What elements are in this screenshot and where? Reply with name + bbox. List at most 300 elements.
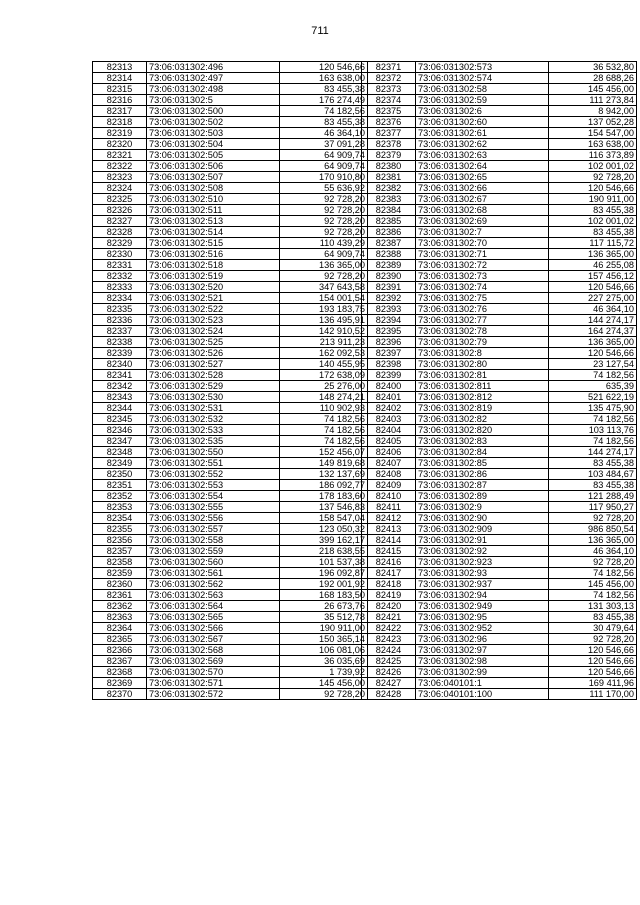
left-table-body bbox=[93, 62, 368, 700]
left-table bbox=[92, 61, 368, 700]
table-row bbox=[93, 238, 368, 249]
cadastral-number: 73:06:031302:562 bbox=[147, 579, 280, 590]
cadastral-value: 158 547,04 bbox=[280, 513, 368, 524]
row-number: 82412 bbox=[362, 513, 416, 524]
row-number: 82339 bbox=[93, 348, 147, 359]
row-number: 82399 bbox=[362, 370, 416, 381]
cadastral-value: 74 182,56 bbox=[280, 436, 368, 447]
row-number: 82349 bbox=[93, 458, 147, 469]
table-row bbox=[93, 73, 368, 84]
row-number: 82402 bbox=[362, 403, 416, 414]
row-number: 82319 bbox=[93, 128, 147, 139]
table-row bbox=[362, 601, 637, 612]
cadastral-value: 137 052,28 bbox=[549, 117, 637, 128]
cadastral-value: 218 638,55 bbox=[280, 546, 368, 557]
row-number: 82326 bbox=[93, 205, 147, 216]
row-number: 82421 bbox=[362, 612, 416, 623]
cadastral-number: 73:06:031302:552 bbox=[147, 469, 280, 480]
cadastral-number: 73:06:031302:811 bbox=[416, 381, 549, 392]
table-row bbox=[362, 216, 637, 227]
row-number: 82383 bbox=[362, 194, 416, 205]
cadastral-number: 73:06:031302:503 bbox=[147, 128, 280, 139]
cadastral-value: 103 484,67 bbox=[549, 469, 637, 480]
cadastral-value: 172 638,09 bbox=[280, 370, 368, 381]
table-row bbox=[93, 524, 368, 535]
cadastral-value: 36 532,80 bbox=[549, 62, 637, 73]
cadastral-value: 74 182,56 bbox=[549, 568, 637, 579]
cadastral-value: 190 911,00 bbox=[549, 194, 637, 205]
table-row bbox=[362, 458, 637, 469]
cadastral-value: 176 274,49 bbox=[280, 95, 368, 106]
cadastral-value: 111 273,84 bbox=[549, 95, 637, 106]
cadastral-number: 73:06:031302:69 bbox=[416, 216, 549, 227]
cadastral-value: 154 547,00 bbox=[549, 128, 637, 139]
row-number: 82388 bbox=[362, 249, 416, 260]
cadastral-number: 73:06:031302:515 bbox=[147, 238, 280, 249]
cadastral-number: 73:06:031302:75 bbox=[416, 293, 549, 304]
cadastral-value: 399 162,17 bbox=[280, 535, 368, 546]
cadastral-number: 73:06:031302:59 bbox=[416, 95, 549, 106]
table-row bbox=[362, 414, 637, 425]
table-row bbox=[93, 568, 368, 579]
table-row bbox=[362, 403, 637, 414]
cadastral-value: 149 819,68 bbox=[280, 458, 368, 469]
table-row bbox=[93, 667, 368, 678]
cadastral-value: 46 255,08 bbox=[549, 260, 637, 271]
cadastral-value: 192 001,92 bbox=[280, 579, 368, 590]
table-row bbox=[362, 73, 637, 84]
cadastral-number: 73:06:031302:909 bbox=[416, 524, 549, 535]
table-row bbox=[93, 183, 368, 194]
row-number: 82316 bbox=[93, 95, 147, 106]
table-row bbox=[93, 590, 368, 601]
cadastral-number: 73:06:031302:61 bbox=[416, 128, 549, 139]
table-row bbox=[93, 260, 368, 271]
cadastral-value: 132 137,69 bbox=[280, 469, 368, 480]
cadastral-value: 635,39 bbox=[549, 381, 637, 392]
cadastral-value: 92 728,20 bbox=[280, 227, 368, 238]
cadastral-value: 117 115,72 bbox=[549, 238, 637, 249]
cadastral-value: 83 455,38 bbox=[280, 117, 368, 128]
cadastral-value: 121 288,49 bbox=[549, 491, 637, 502]
row-number: 82427 bbox=[362, 678, 416, 689]
row-number: 82381 bbox=[362, 172, 416, 183]
table-row bbox=[362, 447, 637, 458]
cadastral-number: 73:06:031302:78 bbox=[416, 326, 549, 337]
row-number: 82373 bbox=[362, 84, 416, 95]
cadastral-number: 73:06:031302:97 bbox=[416, 645, 549, 656]
cadastral-number: 73:06:031302:90 bbox=[416, 513, 549, 524]
cadastral-number: 73:06:031302:558 bbox=[147, 535, 280, 546]
row-number: 82336 bbox=[93, 315, 147, 326]
cadastral-number: 73:06:031302:523 bbox=[147, 315, 280, 326]
row-number: 82415 bbox=[362, 546, 416, 557]
row-number: 82419 bbox=[362, 590, 416, 601]
table-row bbox=[93, 95, 368, 106]
cadastral-value: 213 911,23 bbox=[280, 337, 368, 348]
row-number: 82422 bbox=[362, 623, 416, 634]
row-number: 82428 bbox=[362, 689, 416, 700]
cadastral-value: 164 274,37 bbox=[549, 326, 637, 337]
row-number: 82376 bbox=[362, 117, 416, 128]
cadastral-number: 73:06:031302:7 bbox=[416, 227, 549, 238]
cadastral-number: 73:06:031302:573 bbox=[416, 62, 549, 73]
cadastral-number: 73:06:031302:74 bbox=[416, 282, 549, 293]
cadastral-number: 73:06:031302:506 bbox=[147, 161, 280, 172]
cadastral-number: 73:06:031302:96 bbox=[416, 634, 549, 645]
table-row bbox=[362, 645, 637, 656]
cadastral-value: 145 456,00 bbox=[549, 579, 637, 590]
row-number: 82346 bbox=[93, 425, 147, 436]
cadastral-value: 120 546,66 bbox=[549, 282, 637, 293]
table-row bbox=[93, 381, 368, 392]
row-number: 82362 bbox=[93, 601, 147, 612]
row-number: 82389 bbox=[362, 260, 416, 271]
cadastral-value: 144 274,17 bbox=[549, 315, 637, 326]
cadastral-number: 73:06:031302:73 bbox=[416, 271, 549, 282]
cadastral-value: 170 910,80 bbox=[280, 172, 368, 183]
cadastral-value: 74 182,56 bbox=[280, 425, 368, 436]
row-number: 82394 bbox=[362, 315, 416, 326]
cadastral-value: 26 673,76 bbox=[280, 601, 368, 612]
table-row bbox=[362, 139, 637, 150]
cadastral-number: 73:06:031302:8 bbox=[416, 348, 549, 359]
table-row bbox=[93, 194, 368, 205]
table-row bbox=[362, 535, 637, 546]
table-row bbox=[362, 194, 637, 205]
row-number: 82351 bbox=[93, 480, 147, 491]
table-row bbox=[362, 260, 637, 271]
right-table-body bbox=[362, 62, 637, 700]
cadastral-value: 163 638,00 bbox=[549, 139, 637, 150]
cadastral-value: 196 092,87 bbox=[280, 568, 368, 579]
cadastral-number: 73:06:031302:555 bbox=[147, 502, 280, 513]
cadastral-number: 73:06:031302:529 bbox=[147, 381, 280, 392]
cadastral-number: 73:06:031302:937 bbox=[416, 579, 549, 590]
cadastral-number: 73:06:031302:554 bbox=[147, 491, 280, 502]
cadastral-value: 83 455,38 bbox=[280, 84, 368, 95]
cadastral-value: 144 274,17 bbox=[549, 447, 637, 458]
cadastral-value: 168 183,50 bbox=[280, 590, 368, 601]
cadastral-number: 73:06:031302:522 bbox=[147, 304, 280, 315]
cadastral-number: 73:06:031302:566 bbox=[147, 623, 280, 634]
table-row bbox=[362, 172, 637, 183]
row-number: 82368 bbox=[93, 667, 147, 678]
cadastral-number: 73:06:031302:570 bbox=[147, 667, 280, 678]
table-row bbox=[362, 95, 637, 106]
cadastral-number: 73:06:031302:574 bbox=[416, 73, 549, 84]
table-row bbox=[93, 403, 368, 414]
table-row bbox=[93, 469, 368, 480]
cadastral-number: 73:06:031302:95 bbox=[416, 612, 549, 623]
table-row bbox=[93, 546, 368, 557]
cadastral-number: 73:06:031302:563 bbox=[147, 590, 280, 601]
cadastral-value: 74 182,56 bbox=[549, 436, 637, 447]
table-row bbox=[93, 106, 368, 117]
cadastral-value: 28 688,26 bbox=[549, 73, 637, 84]
table-row bbox=[93, 458, 368, 469]
cadastral-number: 73:06:031302:560 bbox=[147, 557, 280, 568]
table-row bbox=[93, 359, 368, 370]
cadastral-number: 73:06:031302:550 bbox=[147, 447, 280, 458]
row-number: 82424 bbox=[362, 645, 416, 656]
table-row bbox=[93, 513, 368, 524]
cadastral-number: 73:06:031302:9 bbox=[416, 502, 549, 513]
cadastral-value: 8 942,00 bbox=[549, 106, 637, 117]
cadastral-number: 73:06:031302:524 bbox=[147, 326, 280, 337]
cadastral-value: 92 728,20 bbox=[549, 557, 637, 568]
cadastral-value: 92 728,20 bbox=[280, 194, 368, 205]
table-row bbox=[93, 161, 368, 172]
cadastral-number: 73:06:031302:572 bbox=[147, 689, 280, 700]
cadastral-value: 103 113,76 bbox=[549, 425, 637, 436]
cadastral-number: 73:06:040101:1 bbox=[416, 678, 549, 689]
cadastral-number: 73:06:031302:80 bbox=[416, 359, 549, 370]
cadastral-number: 73:06:031302:520 bbox=[147, 282, 280, 293]
cadastral-number: 73:06:031302:514 bbox=[147, 227, 280, 238]
table-row bbox=[362, 623, 637, 634]
row-number: 82314 bbox=[93, 73, 147, 84]
row-number: 82361 bbox=[93, 590, 147, 601]
cadastral-value: 117 950,27 bbox=[549, 502, 637, 513]
table-row bbox=[93, 436, 368, 447]
cadastral-value: 131 303,13 bbox=[549, 601, 637, 612]
cadastral-number: 73:06:031302:86 bbox=[416, 469, 549, 480]
cadastral-value: 102 001,02 bbox=[549, 161, 637, 172]
cadastral-number: 73:06:031302:519 bbox=[147, 271, 280, 282]
table-row bbox=[362, 271, 637, 282]
table-row bbox=[362, 370, 637, 381]
row-number: 82385 bbox=[362, 216, 416, 227]
table-row bbox=[362, 392, 637, 403]
row-number: 82413 bbox=[362, 524, 416, 535]
row-number: 82365 bbox=[93, 634, 147, 645]
row-number: 82410 bbox=[362, 491, 416, 502]
table-row bbox=[93, 678, 368, 689]
table-row bbox=[362, 227, 637, 238]
cadastral-value: 150 365,14 bbox=[280, 634, 368, 645]
table-row bbox=[93, 271, 368, 282]
row-number: 82363 bbox=[93, 612, 147, 623]
table-row bbox=[362, 656, 637, 667]
cadastral-value: 136 365,00 bbox=[549, 535, 637, 546]
cadastral-number: 73:06:031302:91 bbox=[416, 535, 549, 546]
row-number: 82325 bbox=[93, 194, 147, 205]
row-number: 82321 bbox=[93, 150, 147, 161]
row-number: 82366 bbox=[93, 645, 147, 656]
row-number: 82337 bbox=[93, 326, 147, 337]
row-number: 82374 bbox=[362, 95, 416, 106]
table-row bbox=[93, 634, 368, 645]
cadastral-value: 136 365,00 bbox=[280, 260, 368, 271]
cadastral-number: 73:06:031302:819 bbox=[416, 403, 549, 414]
cadastral-number: 73:06:031302:82 bbox=[416, 414, 549, 425]
cadastral-value: 169 411,96 bbox=[549, 678, 637, 689]
cadastral-value: 152 456,07 bbox=[280, 447, 368, 458]
row-number: 82313 bbox=[93, 62, 147, 73]
cadastral-value: 142 910,52 bbox=[280, 326, 368, 337]
table-row bbox=[362, 326, 637, 337]
cadastral-number: 73:06:031302:71 bbox=[416, 249, 549, 260]
table-row bbox=[362, 546, 637, 557]
row-number: 82379 bbox=[362, 150, 416, 161]
cadastral-value: 136 365,00 bbox=[549, 249, 637, 260]
row-number: 82350 bbox=[93, 469, 147, 480]
cadastral-number: 73:06:031302:83 bbox=[416, 436, 549, 447]
cadastral-number: 73:06:031302:5 bbox=[147, 95, 280, 106]
row-number: 82384 bbox=[362, 205, 416, 216]
cadastral-value: 92 728,20 bbox=[549, 513, 637, 524]
row-number: 82334 bbox=[93, 293, 147, 304]
table-row bbox=[93, 557, 368, 568]
table-row bbox=[93, 227, 368, 238]
cadastral-value: 74 182,56 bbox=[280, 414, 368, 425]
row-number: 82344 bbox=[93, 403, 147, 414]
row-number: 82343 bbox=[93, 392, 147, 403]
table-row bbox=[93, 84, 368, 95]
table-row bbox=[93, 623, 368, 634]
row-number: 82318 bbox=[93, 117, 147, 128]
table-row bbox=[93, 139, 368, 150]
cadastral-number: 73:06:031302:60 bbox=[416, 117, 549, 128]
row-number: 82371 bbox=[362, 62, 416, 73]
row-number: 82341 bbox=[93, 370, 147, 381]
row-number: 82324 bbox=[93, 183, 147, 194]
row-number: 82355 bbox=[93, 524, 147, 535]
row-number: 82417 bbox=[362, 568, 416, 579]
row-number: 82408 bbox=[362, 469, 416, 480]
row-number: 82425 bbox=[362, 656, 416, 667]
cadastral-value: 102 001,02 bbox=[549, 216, 637, 227]
cadastral-value: 157 456,12 bbox=[549, 271, 637, 282]
cadastral-number: 73:06:031302:532 bbox=[147, 414, 280, 425]
cadastral-number: 73:06:031302:85 bbox=[416, 458, 549, 469]
cadastral-number: 73:06:031302:569 bbox=[147, 656, 280, 667]
cadastral-value: 120 546,66 bbox=[549, 348, 637, 359]
cadastral-number: 73:06:031302:94 bbox=[416, 590, 549, 601]
table-row bbox=[362, 634, 637, 645]
cadastral-number: 73:06:031302:496 bbox=[147, 62, 280, 73]
cadastral-value: 64 909,74 bbox=[280, 161, 368, 172]
cadastral-number: 73:06:031302:70 bbox=[416, 238, 549, 249]
cadastral-number: 73:06:031302:565 bbox=[147, 612, 280, 623]
cadastral-value: 227 275,00 bbox=[549, 293, 637, 304]
table-row bbox=[362, 381, 637, 392]
table-row bbox=[93, 645, 368, 656]
cadastral-number: 73:06:031302:504 bbox=[147, 139, 280, 150]
table-row bbox=[362, 282, 637, 293]
cadastral-value: 106 081,06 bbox=[280, 645, 368, 656]
row-number: 82403 bbox=[362, 414, 416, 425]
table-row bbox=[362, 293, 637, 304]
row-number: 82392 bbox=[362, 293, 416, 304]
table-row bbox=[362, 513, 637, 524]
row-number: 82414 bbox=[362, 535, 416, 546]
cadastral-value: 136 495,91 bbox=[280, 315, 368, 326]
cadastral-number: 73:06:031302:553 bbox=[147, 480, 280, 491]
row-number: 82323 bbox=[93, 172, 147, 183]
row-number: 82370 bbox=[93, 689, 147, 700]
table-row bbox=[362, 667, 637, 678]
cadastral-value: 74 182,56 bbox=[549, 414, 637, 425]
cadastral-number: 73:06:031302:66 bbox=[416, 183, 549, 194]
table-row bbox=[362, 348, 637, 359]
cadastral-number: 73:06:031302:505 bbox=[147, 150, 280, 161]
table-row bbox=[362, 183, 637, 194]
table-row bbox=[93, 304, 368, 315]
table-row bbox=[362, 315, 637, 326]
row-number: 82395 bbox=[362, 326, 416, 337]
cadastral-value: 30 479,64 bbox=[549, 623, 637, 634]
table-row bbox=[93, 689, 368, 700]
row-number: 82407 bbox=[362, 458, 416, 469]
cadastral-value: 36 035,69 bbox=[280, 656, 368, 667]
cadastral-value: 140 455,95 bbox=[280, 359, 368, 370]
table-row bbox=[93, 348, 368, 359]
row-number: 82377 bbox=[362, 128, 416, 139]
row-number: 82360 bbox=[93, 579, 147, 590]
row-number: 82333 bbox=[93, 282, 147, 293]
table-row bbox=[93, 282, 368, 293]
cadastral-value: 74 182,56 bbox=[549, 370, 637, 381]
cadastral-number: 73:06:031302:87 bbox=[416, 480, 549, 491]
cadastral-number: 73:06:031302:62 bbox=[416, 139, 549, 150]
cadastral-value: 74 182,56 bbox=[549, 590, 637, 601]
table-row bbox=[362, 557, 637, 568]
row-number: 82404 bbox=[362, 425, 416, 436]
cadastral-number: 73:06:031302:6 bbox=[416, 106, 549, 117]
cadastral-number: 73:06:031302:559 bbox=[147, 546, 280, 557]
row-number: 82354 bbox=[93, 513, 147, 524]
right-table bbox=[361, 61, 637, 700]
table-row bbox=[362, 425, 637, 436]
cadastral-number: 73:06:031302:530 bbox=[147, 392, 280, 403]
cadastral-value: 123 050,32 bbox=[280, 524, 368, 535]
cadastral-value: 35 512,78 bbox=[280, 612, 368, 623]
cadastral-value: 154 001,54 bbox=[280, 293, 368, 304]
row-number: 82329 bbox=[93, 238, 147, 249]
cadastral-number: 73:06:031302:507 bbox=[147, 172, 280, 183]
row-number: 82369 bbox=[93, 678, 147, 689]
cadastral-number: 73:06:031302:526 bbox=[147, 348, 280, 359]
cadastral-value: 347 643,58 bbox=[280, 282, 368, 293]
cadastral-value: 148 274,21 bbox=[280, 392, 368, 403]
cadastral-number: 73:06:031302:93 bbox=[416, 568, 549, 579]
table-row bbox=[93, 62, 368, 73]
row-number: 82391 bbox=[362, 282, 416, 293]
table-row bbox=[362, 161, 637, 172]
cadastral-value: 92 728,20 bbox=[280, 216, 368, 227]
cadastral-number: 73:06:031302:508 bbox=[147, 183, 280, 194]
table-row bbox=[93, 337, 368, 348]
table-row bbox=[362, 150, 637, 161]
row-number: 82357 bbox=[93, 546, 147, 557]
cadastral-number: 73:06:031302:525 bbox=[147, 337, 280, 348]
cadastral-value: 92 728,20 bbox=[549, 634, 637, 645]
row-number: 82356 bbox=[93, 535, 147, 546]
cadastral-number: 73:06:031302:571 bbox=[147, 678, 280, 689]
cadastral-number: 73:06:031302:64 bbox=[416, 161, 549, 172]
table-row bbox=[362, 249, 637, 260]
cadastral-value: 186 092,77 bbox=[280, 480, 368, 491]
row-number: 82420 bbox=[362, 601, 416, 612]
cadastral-value: 37 091,28 bbox=[280, 139, 368, 150]
row-number: 82406 bbox=[362, 447, 416, 458]
cadastral-value: 25 276,00 bbox=[280, 381, 368, 392]
cadastral-value: 46 364,10 bbox=[549, 546, 637, 557]
row-number: 82338 bbox=[93, 337, 147, 348]
table-row bbox=[362, 491, 637, 502]
